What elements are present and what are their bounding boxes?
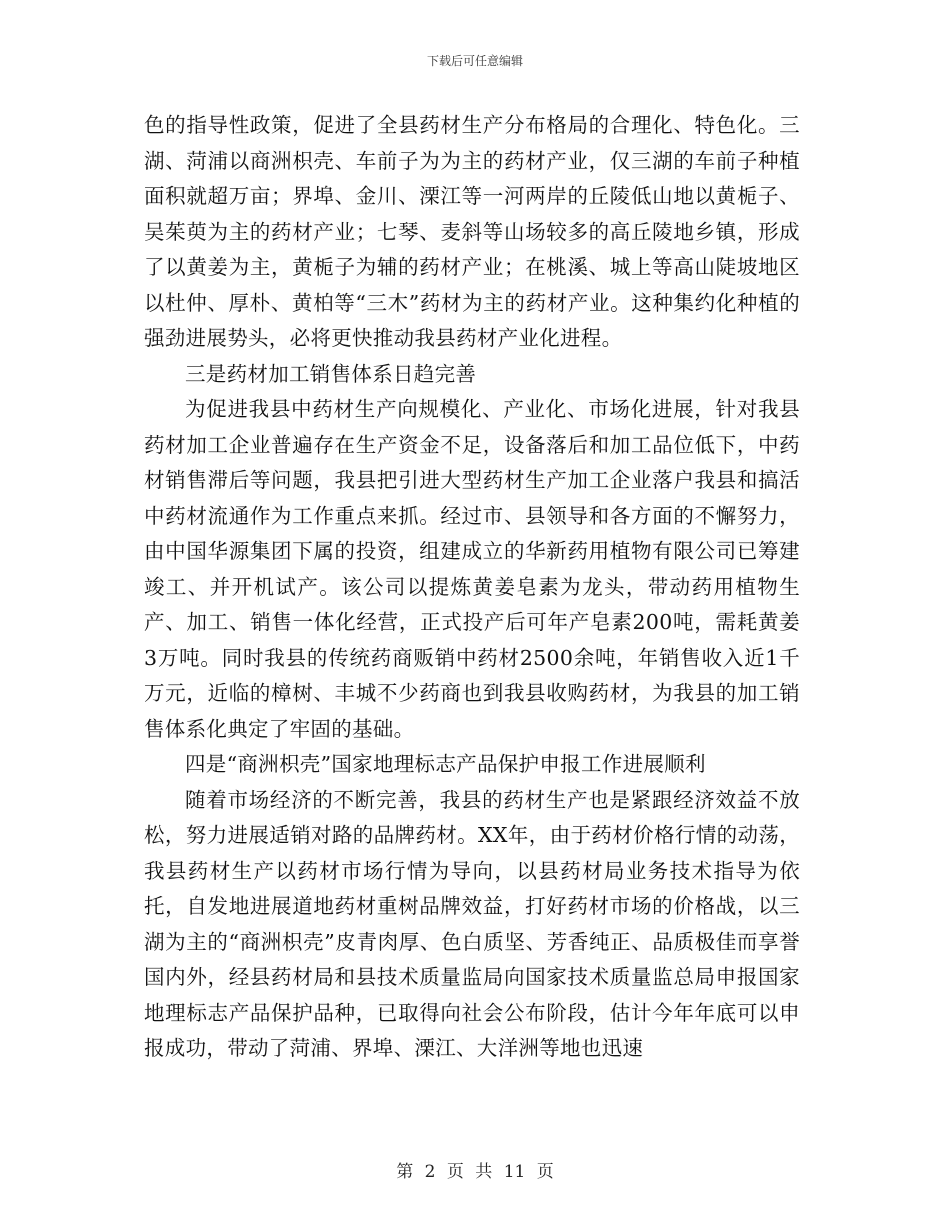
page-footer: 第 2 页 共 11 页 bbox=[396, 1162, 554, 1182]
document-body bbox=[144, 108, 800, 1067]
section-heading: 三是药材加工销售体系日趋完善 bbox=[185, 361, 477, 386]
page-header: 下载后可任意编辑 bbox=[426, 54, 523, 68]
paragraph: 色的指导性政策，促进了全县药材生产分布格局的合理化、特色化。三湖、菏浦以商洲枳壳、车前子为为主的药材产业，仅三湖的车前子种植面积就超万亩；界埠、金川、溧江等一河两岸的丘陵低山地以黄栀子、吴茱萸为主的药材产业；七琴、麦斜等山场较多的高丘陵地乡镇，形成了以黄姜为主，黄栀子为辅的药材产业；在桃溪、城上等高山陡坡地区以杜仲、厚朴、黄柏等“三木”药材为主的药材产业。这种集约化种植的强劲进展势头，必将更快推动我县药材产业化进程。 bbox=[144, 113, 800, 350]
paragraph: 为促进我县中药材生产向规模化、产业化、市场化进展，针对我县药材加工企业普遍存在生产资金不足，设备落后和加工品位低下，中药材销售滞后等问题，我县把引进大型药材生产加工企业落户我县和搞活中药材流通作为工作重点来抓。经过市、县领导和各方面的不懈努力，由中国华源集团下属的投资，组建成立的华新药用植物有限公司已筹建竣工、并开机试产。该公司以提炼黄姜皂素为龙头，带动药用植物生产、加工、销售一体化经营，正式投产后可年产皂素200吨，需耗黄姜3万吨。同时我县的传统药商贩销中药材2500余吨，年销售收入近1千万元，近临的樟树、丰城不少药商也到我县收购药材，为我县的加工销售体系化典定了牢固的基础。 bbox=[144, 397, 800, 741]
paragraph: 随着市场经济的不断完善，我县的药材生产也是紧跟经济效益不放松，努力进展适销对路的品牌药材。XX年，由于药材价格行情的动荡，我县药材生产以药材市场行情为导向，以县药材局业务技术指导为依托，自发地进展道地药材重树品牌效益，打好药材市场的价格战，以三湖为主的“商洲枳壳”皮青肉厚、色白质坚、芳香纯正、品质极佳而享誉国内外，经县药材局和县技术质量监局向国家技术质量监总局申报国家地理标志产品保护品种，已取得向社会公布阶段，估计今年年底可以申报成功，带动了菏浦、界埠、溧江、大洋洲等地也迅速 bbox=[144, 787, 800, 1060]
section-heading: 四是“商洲枳壳”国家地理标志产品保护申报工作进展顺利 bbox=[185, 752, 706, 776]
